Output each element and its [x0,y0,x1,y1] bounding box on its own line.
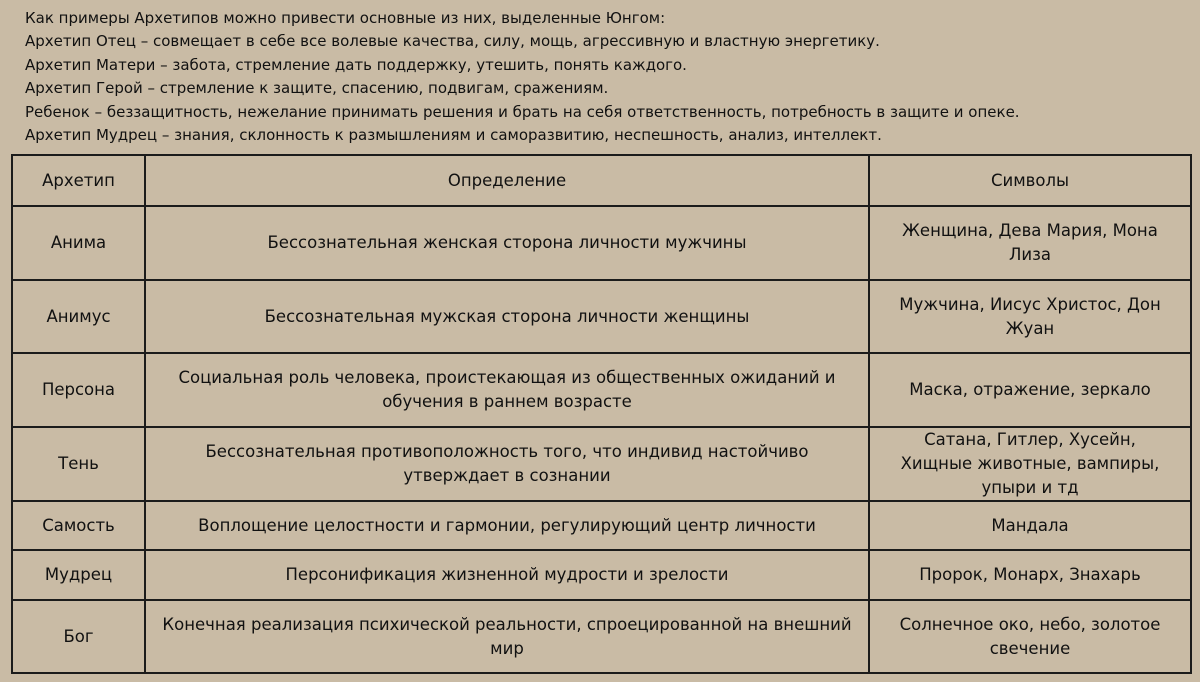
intro-line: Архетип Матери – забота, стремление дать поддержку, утешить, понять каждого. [25,55,687,74]
intro-text [25,7,1185,147]
symbols-cell: Пророк, Монарх, Знахарь [869,550,1191,600]
symbols-cell: Маска, отражение, зеркало [869,353,1191,427]
intro-line: Ребенок – беззащитность, нежелание принимать решения и брать на себя ответственность, потребность в защите и опеке. [25,102,1020,121]
table-row [12,427,1191,501]
table-row [12,206,1191,280]
table-header-row [12,155,1191,206]
archetype-cell: Анима [12,206,145,280]
definition-cell: Бессознательная мужская сторона личности женщины [145,280,869,353]
definition-cell: Бессознательная женская сторона личности мужчины [145,206,869,280]
header-archetype: Архетип [12,155,145,206]
definition-cell: Конечная реализация психической реальности, спроецированной на внешний мир [145,600,869,673]
table-row [12,501,1191,550]
definition-cell: Персонификация жизненной мудрости и зрелости [145,550,869,600]
table-row [12,550,1191,600]
archetype-cell: Самость [12,501,145,550]
header-symbols: Символы [869,155,1191,206]
archetype-cell: Мудрец [12,550,145,600]
symbols-cell: Солнечное око, небо, золотое свечение [869,600,1191,673]
definition-cell: Воплощение целостности и гармонии, регулирующий центр личности [145,501,869,550]
intro-line: Архетип Отец – совмещает в себе все волевые качества, силу, мощь, агрессивную и властную энергетику. [25,32,880,51]
archetype-cell: Тень [12,427,145,501]
symbols-cell: Мужчина, Иисус Христос, Дон Жуан [869,280,1191,353]
table-row [12,353,1191,427]
definition-cell: Бессознательная противоположность того, что индивид настойчиво утверждает в сознании [145,427,869,501]
archetype-cell: Персона [12,353,145,427]
symbols-cell: Мандала [869,501,1191,550]
definition-cell: Социальная роль человека, проистекающая из общественных ожиданий и обучения в раннем возрасте [145,353,869,427]
symbols-cell: Сатана, Гитлер, Хусейн, Хищные животные, вампиры, упыри и тд [869,427,1191,501]
intro-line: Как примеры Архетипов можно привести основные из них, выделенные Юнгом: [25,9,666,27]
archetype-cell: Бог [12,600,145,673]
header-definition: Определение [145,155,869,206]
archetypes-table [11,154,1192,674]
archetype-cell: Анимус [12,280,145,353]
symbols-cell: Женщина, Дева Мария, Мона Лиза [869,206,1191,280]
table-row [12,600,1191,673]
intro-line: Архетип Герой – стремление к защите, спасению, подвигам, сражениям. [25,79,609,98]
table-row [12,280,1191,353]
intro-line: Архетип Мудрец – знания, склонность к размышлениям и саморазвитию, неспешность, анализ, интеллект. [25,126,882,145]
